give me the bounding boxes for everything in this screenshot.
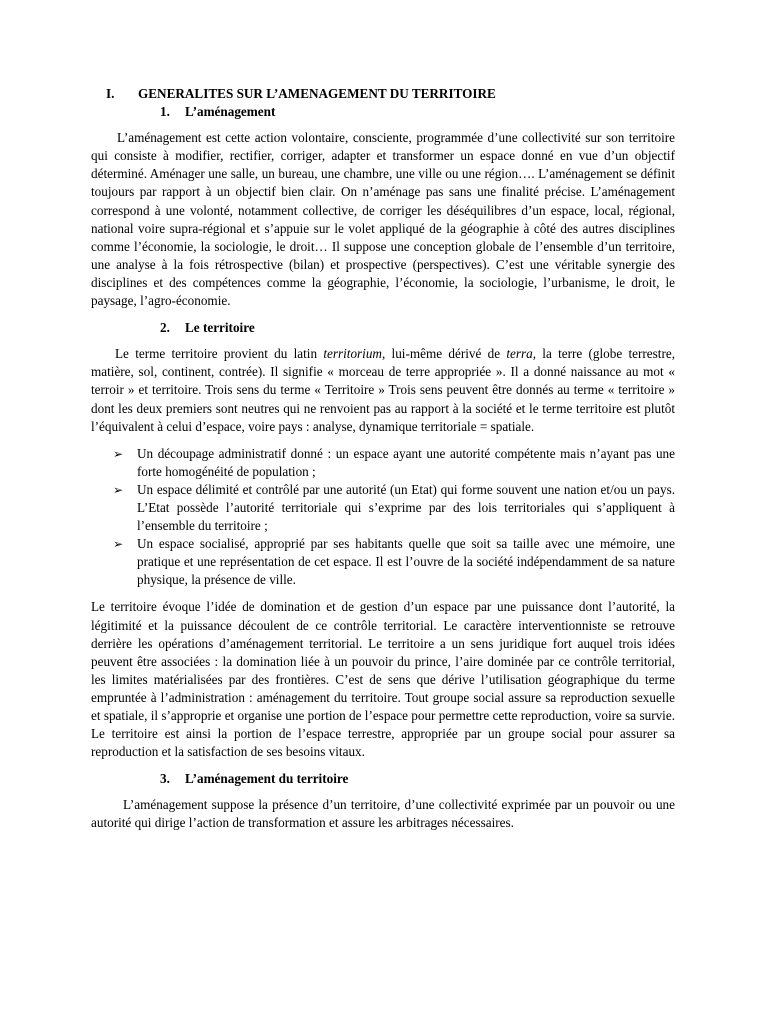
subsection-title: Le territoire	[185, 320, 255, 336]
list-item: ➢ Un découpage administratif donné : un espace ayant une autorité compétente mais n’ayant pas une forte homogénéité de population ;	[113, 445, 675, 479]
section-title: GENERALITES SUR L’AMENAGEMENT DU TERRITOIRE	[138, 86, 496, 101]
paragraph-territoire-domination: Le territoire évoque l’idée de domination et de gestion d’un espace par une puissance dont l’autorité, la légitimité et la puissance découlent de ce contrôle territorial. Le caractère interventionniste se retrouve derrière les opérations d’aménagement territorial. Le territoire a un sens juridique fort auquel trois idées peuvent être associées : la domination liée à un pouvoir du prince, l’aire dominée par ce contrôle territorial, les limites matérialisées par des frontières. C’est de sens que dérive l’utilisation géographique du terme empruntée à l’administration : aménagement du territoire. Tout groupe social assure sa reproduction sexuelle et spatiale, il s’approprie et organise une portion de l’espace pour permettre cette reproduction, voire sa survie. Le territoire est ainsi la portion de l’espace terrestre, appropriée par un groupe social pour assurer sa reproduction et la satisfaction de ses besoins vitaux.	[91, 599, 675, 760]
subsection-number: 1.	[160, 104, 170, 120]
subsection-number: 2.	[160, 320, 170, 336]
paragraph-territoire-intro	[91, 345, 675, 435]
text-run: la terre (globe terrestre, matière, sol, continent, contrée). Il signifie « morceau de terre appropriée ». Il a donné naissance au mot « terroir » et territoire. Trois sens du terme « Territoire » Trois sens peuvent être donnés au terme « territoire » dont les deux premiers sont neutres qui ne renvoient pas au rapport à la société et le terme territoire est plutôt l’équivalent à celui d’espace, voire pays : analyse, dynamique territoriale = spatiale.	[91, 346, 676, 434]
subsection-heading-1	[91, 103, 675, 121]
subsection-number: 3.	[160, 771, 170, 787]
list-item: ➢ Un espace socialisé, approprié par ses habitants quelle que soit sa taille avec une mémoire, une pratique et une représentation de cet espace. Il est l’ouvre de la société indépendamment de sa nature physique, la présence de ville.	[113, 536, 675, 588]
document-body	[91, 85, 675, 833]
arrow-bullet-icon: ➢	[113, 482, 124, 497]
subsection-heading-3	[91, 770, 675, 788]
section-number: I.	[106, 86, 115, 101]
subsection-heading-2	[91, 319, 675, 337]
paragraph-amenagement: L’aménagement est cette action volontaire, consciente, programmée d’une collectivité sur son territoire qui consiste à modifier, rectifier, corriger, adapter et transformer un espace donné en vue d’un objectif déterminé. Aménager une salle, un bureau, une chambre, une ville ou une région…. L’aménagement se définit toujours par rapport à un objectif bien clair. On n’aménage pas sans une finalité précise. L’aménagement correspond à une volonté, notamment collective, de corriger les déséquilibres d’un espace, local, régional, national voire supra-régional et s’appuie sur le volet appliqué de la géographie à côté des autres disciplines comme l’économie, la sociologie, le droit… Il suppose une conception globale de l’ensemble d’un territoire, une analyse à la fois rétrospective (bilan) et prospective (perspectives). C’est une véritable synergie des disciplines et des compétences comme la géographie, l’économie, la sociologie, l’urbanisme, le droit, le paysage, l’agro-économie.	[91, 130, 675, 309]
list-item: ➢ Un espace délimité et contrôlé par une autorité (un Etat) qui forme souvent une nation et/ou un pays. L’Etat possède l’autorité territoriale qui s’exprime par des lois territoriales qui s’appliquent à l’ensemble du territoire ;	[113, 481, 675, 534]
text-run: Le terme territoire provient du latin	[115, 346, 324, 362]
latin-term: territorium	[323, 346, 382, 362]
arrow-bullet-icon: ➢	[113, 446, 124, 461]
paragraph-amenagement-territoire: L’aménagement suppose la présence d’un territoire, d’une collectivité exprimée par un pouvoir ou une autorité qui dirige l’action de transformation et assure les arbitrages nécessaires.	[91, 797, 675, 831]
latin-term: terra,	[506, 346, 537, 362]
text-run: , lui-même dérivé de	[381, 346, 507, 362]
subsection-title: L’aménagement du territoire	[185, 771, 349, 787]
subsection-title: L’aménagement	[185, 104, 276, 120]
section-heading	[91, 85, 675, 103]
arrow-bullet-icon: ➢	[113, 537, 124, 552]
territoire-meanings-list	[91, 445, 675, 590]
